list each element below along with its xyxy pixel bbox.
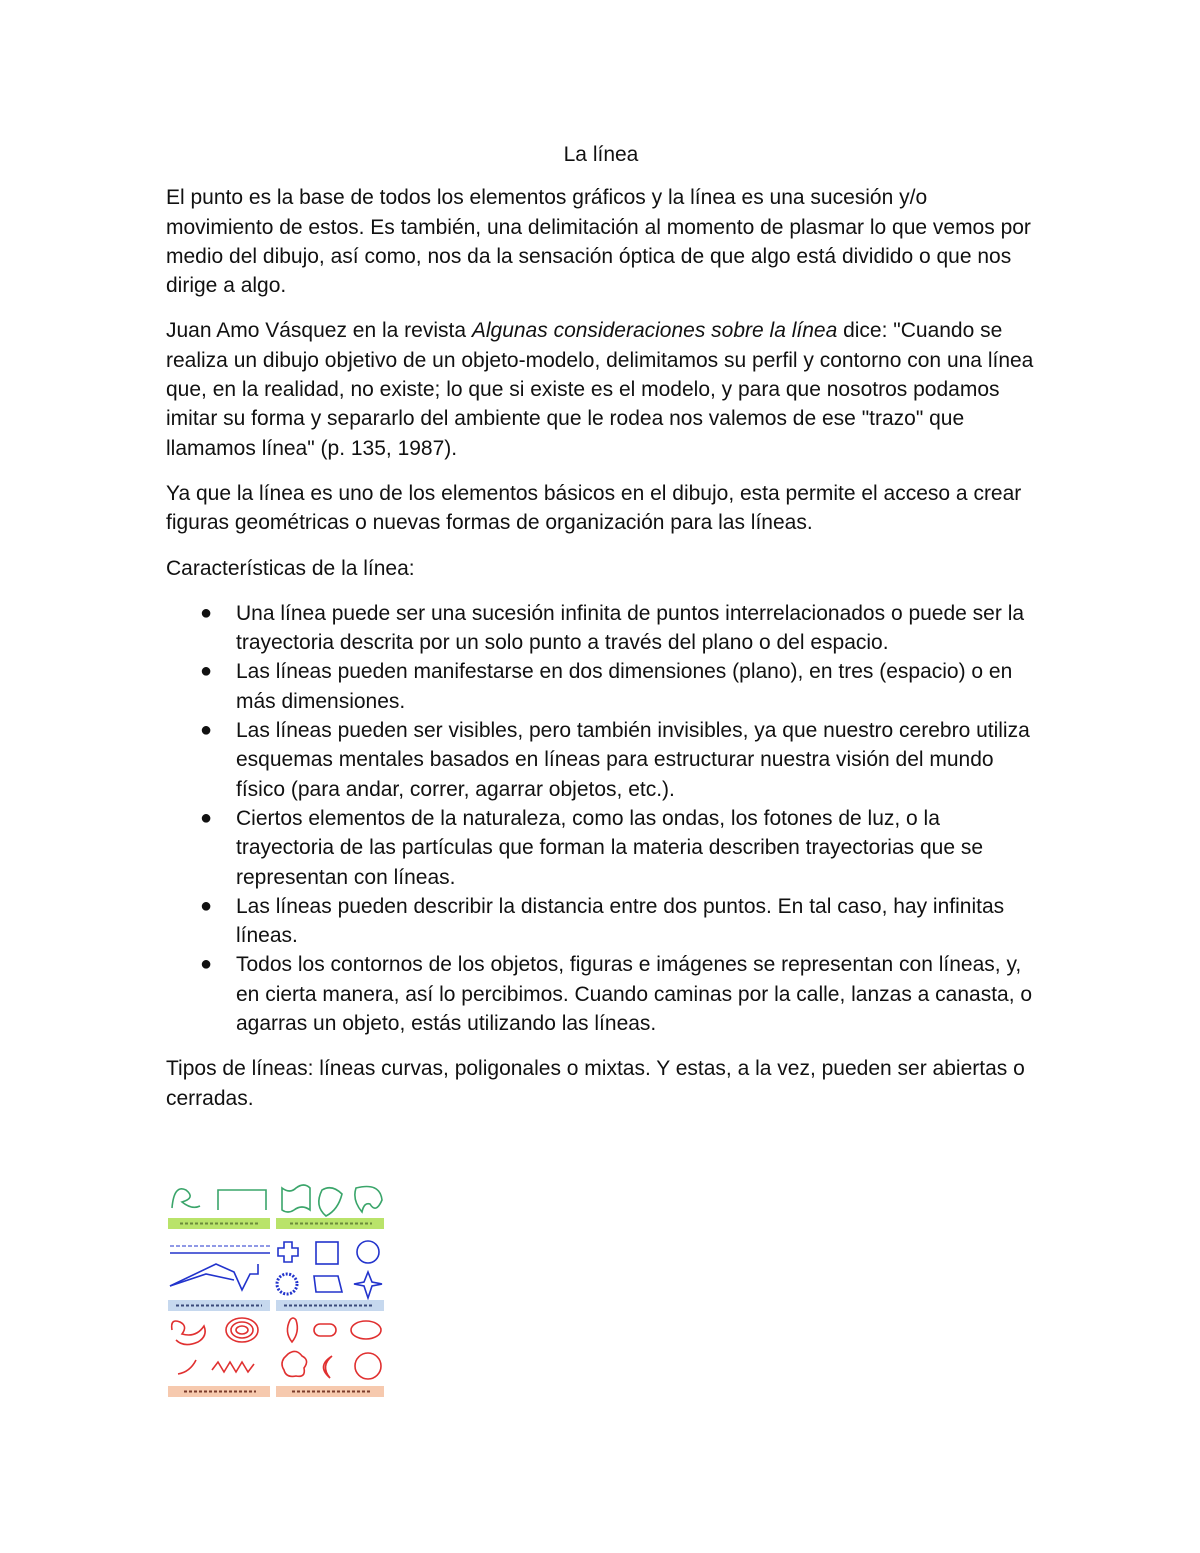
blue-lines-group	[170, 1241, 382, 1298]
bullet-icon: ●	[200, 894, 213, 917]
list-item	[200, 599, 1036, 658]
open-spiral-shape	[226, 1318, 258, 1342]
bullet-icon: ●	[200, 806, 213, 829]
open-arc-line	[178, 1360, 196, 1374]
closed-ellipse-shape	[351, 1321, 381, 1339]
green-label-band-left	[168, 1218, 270, 1229]
closed-gear-shape	[277, 1274, 297, 1294]
open-polygonal-line	[170, 1264, 258, 1290]
paragraph-intro: El punto es la base de todos los elementos gráficos y la línea es una sucesión y/o movimiento de estos. Es también, una delimitación al momento de plasmar lo que vemos por medio del dibujo, así como, nos da la sensación óptica de que algo está dividido o que nos dirige a algo.	[166, 186, 1031, 298]
closed-flag-shape	[282, 1185, 310, 1212]
closed-crescent-shape	[323, 1356, 332, 1378]
closed-circle-shape	[357, 1241, 379, 1263]
closed-leaf-shape	[319, 1188, 342, 1216]
open-straight-shape	[218, 1190, 266, 1210]
list-item-text: Todos los contornos de los objetos, figuras e imágenes se representan con líneas, y, en cierta manera, así lo percibimos. Cuando caminas por la calle, lanzas a canasta, o agarras un objeto, estás utilizando las líneas.	[236, 953, 1033, 1036]
open-polygonal-line-2	[170, 1274, 234, 1286]
closed-blob-shape	[355, 1187, 382, 1213]
list-item-text: Las líneas pueden manifestarse en dos dimensiones (plano), en tres (espacio) o en más dimensiones.	[236, 660, 1013, 713]
list-item	[200, 804, 1036, 892]
closed-star-shape	[354, 1272, 382, 1298]
closed-heart-shape	[287, 1318, 297, 1342]
bullet-icon: ●	[200, 660, 213, 683]
list-item-text: Las líneas pueden describir la distancia entre dos puntos. En tal caso, hay infinitas líneas.	[236, 894, 1005, 948]
paragraph-line-types: Tipos de líneas: líneas curvas, poligonales o mixtas. Y estas, a la vez, pueden ser abiertas o cerradas.	[166, 1057, 1025, 1110]
list-item	[200, 657, 1036, 716]
open-curve-shape	[172, 1189, 200, 1208]
quote-lead: Juan Amo Vásquez en la revista	[166, 319, 472, 343]
characteristics-list	[166, 599, 1036, 1038]
closed-square-shape	[316, 1242, 338, 1264]
list-item	[200, 892, 1036, 951]
list-item	[200, 716, 1036, 804]
list-item-text: Ciertos elementos de la naturaleza, como las ondas, los fotones de luz, o la trayectoria de las partículas que forman la materia describen trayectorias que se representan con líneas.	[236, 806, 984, 889]
closed-trapezoid-shape	[314, 1276, 342, 1292]
list-item-text: Una línea puede ser una sucesión infinita de puntos interrelacionados o puede ser la trayectoria descrita por un solo punto a través del plano o del espacio.	[236, 601, 1025, 655]
red-lines-group	[172, 1318, 381, 1379]
closed-pill-shape	[314, 1324, 336, 1336]
paragraph-basic-elements: Ya que la línea es uno de los elementos básicos en el dibujo, esta permite el acceso a crear figuras geométricas o nuevas formas de organización para las líneas.	[166, 481, 1022, 535]
open-curved-squiggle	[172, 1321, 205, 1345]
line-types-illustration	[166, 1180, 388, 1400]
bullet-icon: ●	[200, 601, 213, 624]
quote-text: dice: "Cuando se realiza un dibujo objetivo de un objeto-modelo, delimitamos su perfil y contorno con una línea que, en la realidad, no existe; lo que si existe es el modelo, y para que nosotros podamos imitar su forma y separarlo del ambiente que le rodea nos valemos de ese "trazo" que llamamos línea" (p. 135, 1987).	[166, 319, 1034, 460]
paragraph-quote	[166, 316, 1036, 462]
line-types-figure	[166, 1180, 388, 1400]
open-wave-line	[212, 1362, 254, 1372]
list-item-text: Las líneas pueden ser visibles, pero también invisibles, ya que nuestro cerebro utiliza esquemas mentales basados en líneas para estructurar nuestra visión del mundo físico (para andar, correr, agarrar objetos, etc.).	[236, 719, 1030, 801]
page-title: La línea	[563, 143, 639, 166]
closed-cross-shape	[278, 1242, 298, 1262]
green-lines-group	[172, 1185, 382, 1216]
list-item	[200, 950, 1036, 1038]
bullet-icon: ●	[200, 719, 213, 742]
document-page	[166, 140, 1036, 1129]
closed-cloud-shape	[282, 1351, 307, 1376]
bullet-icon: ●	[200, 953, 213, 976]
closed-round-shape	[355, 1353, 381, 1379]
magazine-title: Algunas consideraciones sobre la línea	[471, 319, 838, 343]
characteristics-heading: Características de la línea:	[166, 556, 415, 580]
